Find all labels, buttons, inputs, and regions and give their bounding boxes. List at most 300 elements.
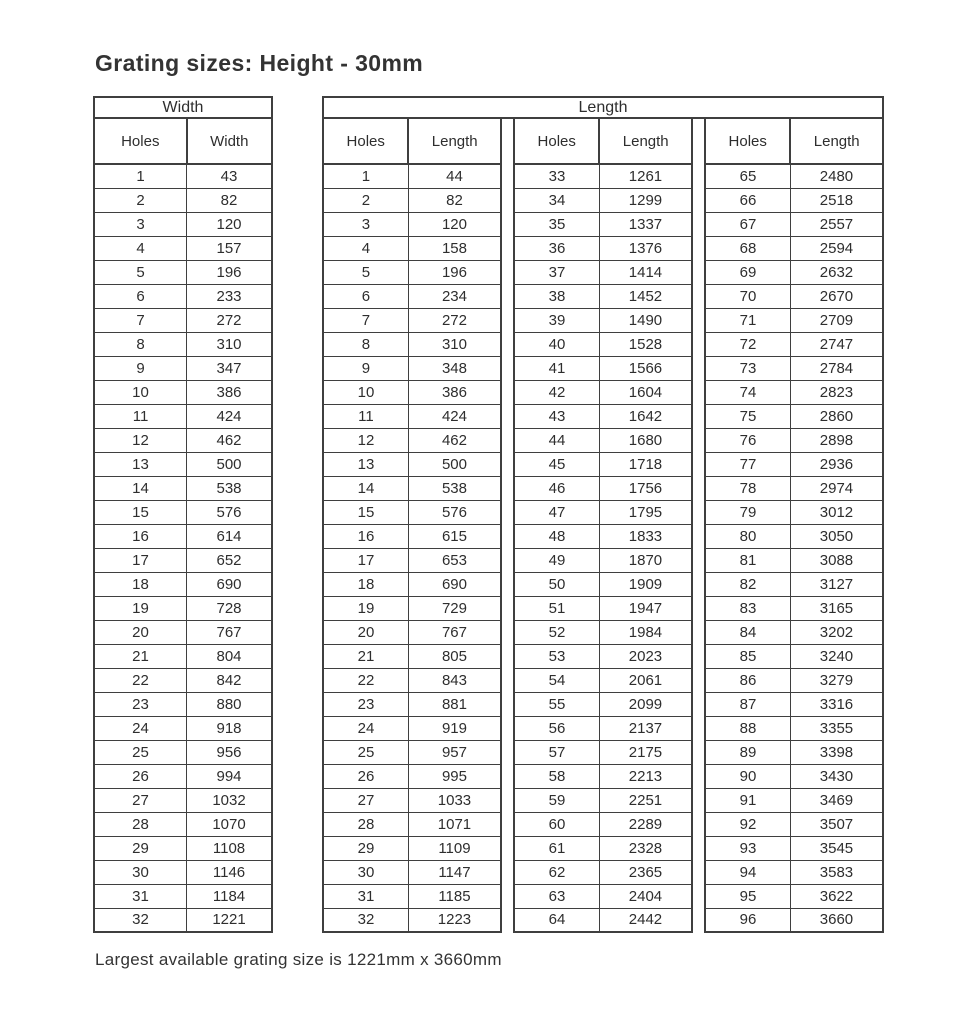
table-row [323, 572, 501, 596]
value-cell: 1032 [187, 788, 272, 812]
value-cell: 1184 [187, 884, 272, 908]
table-row [323, 260, 501, 284]
table-row [323, 356, 501, 380]
holes-cell: 17 [94, 548, 187, 572]
holes-cell: 14 [323, 476, 408, 500]
table-row [514, 860, 692, 884]
table-row [705, 644, 883, 668]
holes-cell: 2 [94, 188, 187, 212]
value-cell: 767 [187, 620, 272, 644]
table-row [94, 476, 272, 500]
table-row [514, 188, 692, 212]
value-cell: 3545 [790, 836, 883, 860]
holes-cell: 95 [705, 884, 790, 908]
page-title: Grating sizes: Height - 30mm [95, 50, 424, 76]
value-cell: 82 [187, 188, 272, 212]
value-cell: 196 [187, 260, 272, 284]
table-row [323, 524, 501, 548]
value-cell: 615 [408, 524, 501, 548]
table-row [514, 836, 692, 860]
table-row [514, 356, 692, 380]
value-cell: 120 [187, 212, 272, 236]
table-row [323, 500, 501, 524]
value-cell: 1680 [599, 428, 692, 452]
holes-cell: 70 [705, 284, 790, 308]
holes-column-header: Holes [94, 118, 187, 164]
holes-cell: 81 [705, 548, 790, 572]
value-cell: 3507 [790, 812, 883, 836]
length-table-1-body [323, 164, 501, 932]
table-row [514, 236, 692, 260]
table-row [705, 764, 883, 788]
value-cell: 956 [187, 740, 272, 764]
value-cell: 1642 [599, 404, 692, 428]
holes-cell: 79 [705, 500, 790, 524]
holes-cell: 17 [323, 548, 408, 572]
value-cell: 918 [187, 716, 272, 740]
value-cell: 1756 [599, 476, 692, 500]
value-cell: 1490 [599, 308, 692, 332]
table-row [705, 260, 883, 284]
value-cell: 2251 [599, 788, 692, 812]
value-cell: 3583 [790, 860, 883, 884]
width-table-group [93, 96, 273, 933]
holes-cell: 96 [705, 908, 790, 932]
holes-cell: 32 [323, 908, 408, 932]
table-row [514, 740, 692, 764]
holes-cell: 21 [323, 644, 408, 668]
value-cell: 2670 [790, 284, 883, 308]
holes-cell: 29 [94, 836, 187, 860]
table-row [705, 620, 883, 644]
holes-cell: 2 [323, 188, 408, 212]
value-cell: 1033 [408, 788, 501, 812]
table-row [705, 356, 883, 380]
value-cell: 3202 [790, 620, 883, 644]
holes-cell: 86 [705, 668, 790, 692]
holes-cell: 75 [705, 404, 790, 428]
holes-cell: 5 [94, 260, 187, 284]
holes-cell: 10 [323, 380, 408, 404]
value-cell: 957 [408, 740, 501, 764]
table-row [514, 500, 692, 524]
table-row [705, 836, 883, 860]
table-row [514, 524, 692, 548]
length-table-2-header-row [514, 118, 692, 164]
value-cell: 233 [187, 284, 272, 308]
table-row [94, 548, 272, 572]
length-subtables [322, 117, 884, 933]
value-cell: 805 [408, 644, 501, 668]
holes-cell: 20 [323, 620, 408, 644]
holes-cell: 22 [94, 668, 187, 692]
value-cell: 3316 [790, 692, 883, 716]
table-row [514, 380, 692, 404]
value-cell: 3279 [790, 668, 883, 692]
table-row [94, 212, 272, 236]
table-row [323, 908, 501, 932]
holes-cell: 30 [94, 860, 187, 884]
holes-cell: 49 [514, 548, 599, 572]
value-cell: 2747 [790, 332, 883, 356]
table-row [323, 164, 501, 188]
value-cell: 2709 [790, 308, 883, 332]
value-cell: 1566 [599, 356, 692, 380]
value-cell: 2023 [599, 644, 692, 668]
value-cell: 158 [408, 236, 501, 260]
table-row [94, 188, 272, 212]
table-row [323, 740, 501, 764]
value-cell: 157 [187, 236, 272, 260]
table-row [705, 596, 883, 620]
holes-cell: 50 [514, 572, 599, 596]
table-row [514, 260, 692, 284]
value-cell: 3622 [790, 884, 883, 908]
value-cell: 1337 [599, 212, 692, 236]
holes-cell: 56 [514, 716, 599, 740]
holes-cell: 89 [705, 740, 790, 764]
holes-cell: 13 [94, 452, 187, 476]
value-cell: 538 [187, 476, 272, 500]
length-table-2-body [514, 164, 692, 932]
holes-cell: 42 [514, 380, 599, 404]
holes-cell: 41 [514, 356, 599, 380]
holes-cell: 4 [323, 236, 408, 260]
footer-note: Largest available grating size is 1221mm x 3660mm [95, 950, 502, 969]
value-cell: 3127 [790, 572, 883, 596]
value-cell: 1147 [408, 860, 501, 884]
holes-cell: 25 [323, 740, 408, 764]
value-cell: 2784 [790, 356, 883, 380]
value-cell: 994 [187, 764, 272, 788]
holes-cell: 90 [705, 764, 790, 788]
holes-cell: 37 [514, 260, 599, 284]
length-table-1-header-row [323, 118, 501, 164]
width-column-header: Width [187, 118, 272, 164]
table-row [94, 164, 272, 188]
table-row [705, 332, 883, 356]
holes-cell: 58 [514, 764, 599, 788]
holes-cell: 19 [323, 596, 408, 620]
table-row [705, 380, 883, 404]
holes-cell: 33 [514, 164, 599, 188]
holes-cell: 26 [94, 764, 187, 788]
holes-cell: 7 [94, 308, 187, 332]
value-cell: 1604 [599, 380, 692, 404]
value-cell: 1528 [599, 332, 692, 356]
value-cell: 1299 [599, 188, 692, 212]
table-row [94, 452, 272, 476]
table-row [94, 524, 272, 548]
table-row [323, 404, 501, 428]
holes-column-header: Holes [323, 118, 408, 164]
holes-cell: 23 [94, 692, 187, 716]
table-row [94, 284, 272, 308]
value-cell: 1146 [187, 860, 272, 884]
value-cell: 44 [408, 164, 501, 188]
holes-cell: 16 [323, 524, 408, 548]
value-cell: 729 [408, 596, 501, 620]
holes-cell: 87 [705, 692, 790, 716]
value-cell: 652 [187, 548, 272, 572]
table-row [705, 164, 883, 188]
table-row [705, 572, 883, 596]
value-cell: 653 [408, 548, 501, 572]
holes-cell: 21 [94, 644, 187, 668]
table-row [323, 836, 501, 860]
holes-cell: 18 [94, 572, 187, 596]
table-row [323, 620, 501, 644]
length-group-header: Length [322, 96, 884, 119]
holes-cell: 20 [94, 620, 187, 644]
table-row [514, 452, 692, 476]
table-row [94, 500, 272, 524]
width-group-header: Width [93, 96, 273, 119]
value-cell: 728 [187, 596, 272, 620]
table-row [323, 668, 501, 692]
value-cell: 842 [187, 668, 272, 692]
holes-cell: 74 [705, 380, 790, 404]
table-row [705, 284, 883, 308]
value-cell: 1870 [599, 548, 692, 572]
holes-cell: 25 [94, 740, 187, 764]
holes-cell: 78 [705, 476, 790, 500]
holes-cell: 4 [94, 236, 187, 260]
width-table-body [94, 164, 272, 932]
value-cell: 2594 [790, 236, 883, 260]
holes-cell: 11 [94, 404, 187, 428]
value-cell: 2175 [599, 740, 692, 764]
value-cell: 2480 [790, 164, 883, 188]
value-cell: 880 [187, 692, 272, 716]
table-row [514, 788, 692, 812]
table-row [705, 188, 883, 212]
holes-cell: 29 [323, 836, 408, 860]
value-cell: 538 [408, 476, 501, 500]
value-cell: 919 [408, 716, 501, 740]
value-cell: 2860 [790, 404, 883, 428]
value-cell: 3660 [790, 908, 883, 932]
value-cell: 2898 [790, 428, 883, 452]
holes-cell: 6 [94, 284, 187, 308]
holes-cell: 24 [323, 716, 408, 740]
holes-cell: 8 [323, 332, 408, 356]
table-row [705, 788, 883, 812]
value-cell: 995 [408, 764, 501, 788]
holes-cell: 32 [94, 908, 187, 932]
table-row [705, 812, 883, 836]
table-row [705, 884, 883, 908]
table-row [323, 332, 501, 356]
value-cell: 2557 [790, 212, 883, 236]
table-row [514, 716, 692, 740]
holes-cell: 71 [705, 308, 790, 332]
table-row [94, 236, 272, 260]
holes-cell: 12 [94, 428, 187, 452]
table-row [94, 692, 272, 716]
table-row [94, 380, 272, 404]
value-cell: 310 [187, 332, 272, 356]
table-row [94, 428, 272, 452]
holes-cell: 39 [514, 308, 599, 332]
value-cell: 462 [408, 428, 501, 452]
table-row [514, 908, 692, 932]
holes-cell: 15 [94, 500, 187, 524]
value-cell: 2289 [599, 812, 692, 836]
holes-cell: 13 [323, 452, 408, 476]
holes-cell: 34 [514, 188, 599, 212]
value-cell: 2099 [599, 692, 692, 716]
holes-cell: 62 [514, 860, 599, 884]
holes-cell: 93 [705, 836, 790, 860]
holes-cell: 9 [323, 356, 408, 380]
value-cell: 2328 [599, 836, 692, 860]
holes-cell: 28 [323, 812, 408, 836]
table-row [323, 812, 501, 836]
value-cell: 3398 [790, 740, 883, 764]
value-cell: 1261 [599, 164, 692, 188]
table-row [705, 308, 883, 332]
value-cell: 2404 [599, 884, 692, 908]
value-cell: 1108 [187, 836, 272, 860]
value-cell: 234 [408, 284, 501, 308]
holes-cell: 94 [705, 860, 790, 884]
table-row [514, 404, 692, 428]
value-cell: 576 [187, 500, 272, 524]
table-row [94, 572, 272, 596]
table-row [705, 212, 883, 236]
holes-cell: 19 [94, 596, 187, 620]
holes-cell: 91 [705, 788, 790, 812]
value-cell: 1414 [599, 260, 692, 284]
holes-cell: 55 [514, 692, 599, 716]
holes-cell: 57 [514, 740, 599, 764]
value-cell: 43 [187, 164, 272, 188]
value-cell: 348 [408, 356, 501, 380]
table-row [514, 476, 692, 500]
table-row [323, 548, 501, 572]
holes-cell: 26 [323, 764, 408, 788]
holes-cell: 64 [514, 908, 599, 932]
holes-cell: 8 [94, 332, 187, 356]
length-column-header: Length [599, 118, 692, 164]
length-table-3 [704, 117, 884, 933]
value-cell: 3469 [790, 788, 883, 812]
holes-cell: 35 [514, 212, 599, 236]
holes-cell: 80 [705, 524, 790, 548]
holes-cell: 30 [323, 860, 408, 884]
table-row [323, 884, 501, 908]
table-row [323, 212, 501, 236]
value-cell: 2936 [790, 452, 883, 476]
holes-cell: 7 [323, 308, 408, 332]
table-row [514, 548, 692, 572]
value-cell: 3050 [790, 524, 883, 548]
value-cell: 2213 [599, 764, 692, 788]
length-table-3-header-row [705, 118, 883, 164]
value-cell: 1718 [599, 452, 692, 476]
value-cell: 3088 [790, 548, 883, 572]
table-row [94, 596, 272, 620]
table-row [94, 836, 272, 860]
value-cell: 3012 [790, 500, 883, 524]
table-row [514, 596, 692, 620]
holes-cell: 63 [514, 884, 599, 908]
holes-cell: 83 [705, 596, 790, 620]
value-cell: 2137 [599, 716, 692, 740]
value-cell: 767 [408, 620, 501, 644]
holes-cell: 48 [514, 524, 599, 548]
table-row [514, 692, 692, 716]
table-row [514, 644, 692, 668]
value-cell: 386 [408, 380, 501, 404]
value-cell: 424 [187, 404, 272, 428]
length-table-2 [513, 117, 693, 933]
holes-cell: 36 [514, 236, 599, 260]
value-cell: 1947 [599, 596, 692, 620]
value-cell: 82 [408, 188, 501, 212]
value-cell: 500 [408, 452, 501, 476]
length-column-header: Length [790, 118, 883, 164]
table-row [705, 428, 883, 452]
holes-cell: 61 [514, 836, 599, 860]
length-table-3-body [705, 164, 883, 932]
value-cell: 1833 [599, 524, 692, 548]
table-row [94, 788, 272, 812]
table-row [705, 668, 883, 692]
table-row [514, 284, 692, 308]
table-row [94, 884, 272, 908]
holes-cell: 38 [514, 284, 599, 308]
table-row [514, 812, 692, 836]
holes-cell: 65 [705, 164, 790, 188]
holes-cell: 52 [514, 620, 599, 644]
value-cell: 1984 [599, 620, 692, 644]
table-row [323, 428, 501, 452]
holes-cell: 53 [514, 644, 599, 668]
table-row [323, 236, 501, 260]
table-row [705, 860, 883, 884]
table-row [514, 212, 692, 236]
table-row [705, 500, 883, 524]
table-row [514, 764, 692, 788]
value-cell: 614 [187, 524, 272, 548]
holes-cell: 44 [514, 428, 599, 452]
value-cell: 843 [408, 668, 501, 692]
table-row [514, 308, 692, 332]
holes-cell: 72 [705, 332, 790, 356]
value-cell: 3165 [790, 596, 883, 620]
holes-cell: 67 [705, 212, 790, 236]
holes-cell: 51 [514, 596, 599, 620]
holes-cell: 59 [514, 788, 599, 812]
value-cell: 386 [187, 380, 272, 404]
holes-cell: 3 [94, 212, 187, 236]
holes-cell: 77 [705, 452, 790, 476]
holes-cell: 1 [94, 164, 187, 188]
table-row [323, 284, 501, 308]
table-row [323, 308, 501, 332]
table-row [705, 476, 883, 500]
table-row [705, 452, 883, 476]
holes-cell: 27 [94, 788, 187, 812]
holes-cell: 1 [323, 164, 408, 188]
holes-cell: 28 [94, 812, 187, 836]
table-row [94, 740, 272, 764]
table-row [323, 380, 501, 404]
holes-cell: 12 [323, 428, 408, 452]
holes-cell: 16 [94, 524, 187, 548]
